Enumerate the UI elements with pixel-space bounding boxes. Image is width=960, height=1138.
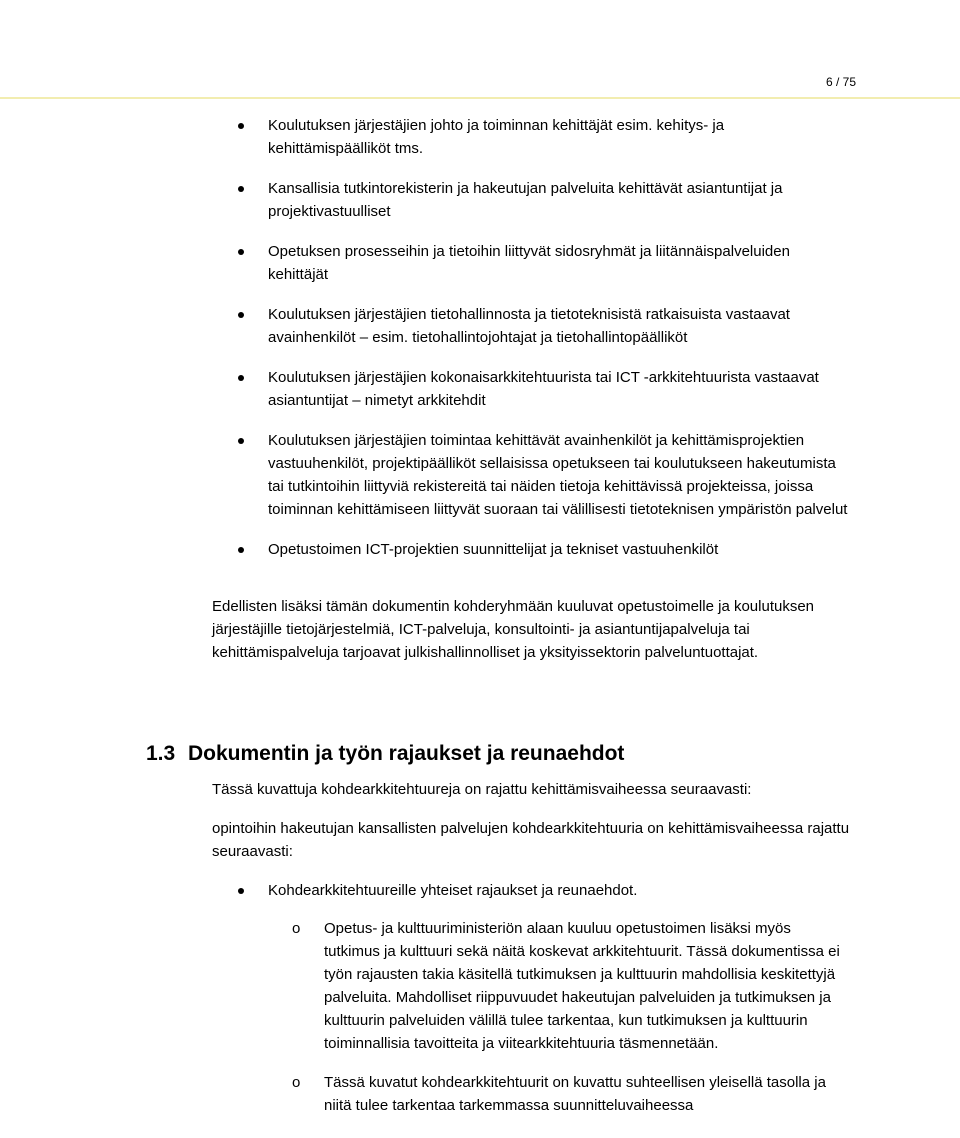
list-item-text: Kansallisia tutkintorekisterin ja hakeutujan palveluita kehittävät asiantuntijat ja projektivastuulliset — [268, 180, 783, 220]
list-item-text: Koulutuksen järjestäjien kokonaisarkkitehtuurista tai ICT -arkkitehtuurista vastaavat asiantuntijat – nimetyt arkkitehdit — [268, 369, 819, 409]
sub-list-item-text: Tässä kuvatut kohdearkkitehtuurit on kuvattu suhteellisen yleisellä tasolla ja niitä tulee tarkentaa tarkemmassa suunnitteluvaiheessa — [324, 1074, 826, 1114]
list-item — [0, 240, 960, 286]
section-paragraph: opintoihin hakeutujan kansallisten palvelujen kohdearkkitehtuuria on kehittämisvaiheessa rajattu seuraavasti: — [212, 820, 850, 860]
bullet-icon — [238, 888, 244, 894]
list-item — [0, 114, 960, 160]
section-title: Dokumentin ja työn rajaukset ja reunaehdot — [188, 742, 625, 765]
bullet-icon — [238, 249, 244, 255]
constraints-sub-list — [0, 917, 960, 1133]
section-intro: Tässä kuvattuja kohdearkkitehtuureja on rajattu kehittämisvaiheessa seuraavasti: — [212, 781, 752, 798]
list-item-text: Opetuksen prosesseihin ja tietoihin liittyvät sidosryhmät ja liitännäispalveluiden kehittäjät — [268, 243, 790, 283]
list-item — [0, 879, 960, 902]
list-item — [0, 429, 960, 521]
sub-list-item-text: Opetus- ja kulttuuriministeriön alaan kuuluu opetustoimen lisäksi myös tutkimus ja kulttuuri sekä näitä koskevat arkkitehtuurit. Tässä dokumentissa ei työn rajausten takia käsitellä tutkimuksen ja kulttuurin mahdollisia keskitettyjä palveluita. Mahdolliset riippuvuudet hakeutujan palveluiden ja tutkimuksen ja kulttuurin palveluiden välillä tulee tarkentaa, kun tutkimuksen ja kulttuurin toiminnallisia tavoitteita ja viitearkkitehtuuria täsmennetään. — [324, 920, 840, 1052]
list-item-text: Opetustoimen ICT-projektien suunnittelijat ja tekniset vastuuhenkilöt — [268, 541, 719, 558]
header-rule — [0, 97, 960, 99]
list-item-text: Koulutuksen järjestäjien toimintaa kehittävät avainhenkilöt ja kehittämisprojektien vastuuhenkilöt, projektipäälliköt sellaisissa opetukseen tai koulutukseen hakeutumista tai tutkintoihin liittyviä rekistereitä tai näiden tietoja kehittävissä projekteissa, joissa toiminnan kehittämiseen liittyvät suoraan tai välillisesti tietoteknisen ympäristön palvelut — [268, 432, 848, 518]
list-item-text: Koulutuksen järjestäjien johto ja toiminnan kehittäjät esim. kehitys- ja kehittämispäälliköt tms. — [268, 117, 725, 157]
list-item — [0, 177, 960, 223]
section-heading — [146, 740, 846, 768]
sub-list-item — [0, 917, 960, 1055]
list-item — [0, 303, 960, 349]
sub-list-item — [0, 1071, 960, 1117]
bullet-icon — [238, 186, 244, 192]
bullet-icon — [238, 375, 244, 381]
audience-paragraph: Edellisten lisäksi tämän dokumentin kohderyhmään kuuluvat opetustoimelle ja koulutuksen järjestäjille tietojärjestelmiä, ICT-palveluja, konsultointi- ja asiantuntijapalveluja tai kehittämispalveluja tarjoavat julkishallinnolliset ja yksityissektorin palveluntuottajat. — [212, 598, 815, 661]
bullet-icon — [238, 123, 244, 129]
list-item — [0, 538, 960, 561]
bullet-icon — [238, 312, 244, 318]
audience-list — [0, 114, 960, 578]
page-number: 6 / 75 — [825, 75, 856, 89]
bullet-icon — [238, 438, 244, 444]
list-item-text: Kohdearkkitehtuureille yhteiset rajaukset ja reunaehdot. — [268, 882, 638, 899]
bullet-icon — [238, 547, 244, 553]
list-item-text: Koulutuksen järjestäjien tietohallinnosta ja tietoteknisistä ratkaisuista vastaavat avainhenkilöt – esim. tietohallintojohtajat ja tietohallintopäälliköt — [268, 306, 790, 346]
circle-bullet-icon: o — [292, 1074, 301, 1091]
constraints-list — [0, 879, 960, 919]
section-number: 1.3 — [146, 742, 176, 765]
list-item — [0, 366, 960, 412]
circle-bullet-icon: o — [292, 920, 301, 937]
